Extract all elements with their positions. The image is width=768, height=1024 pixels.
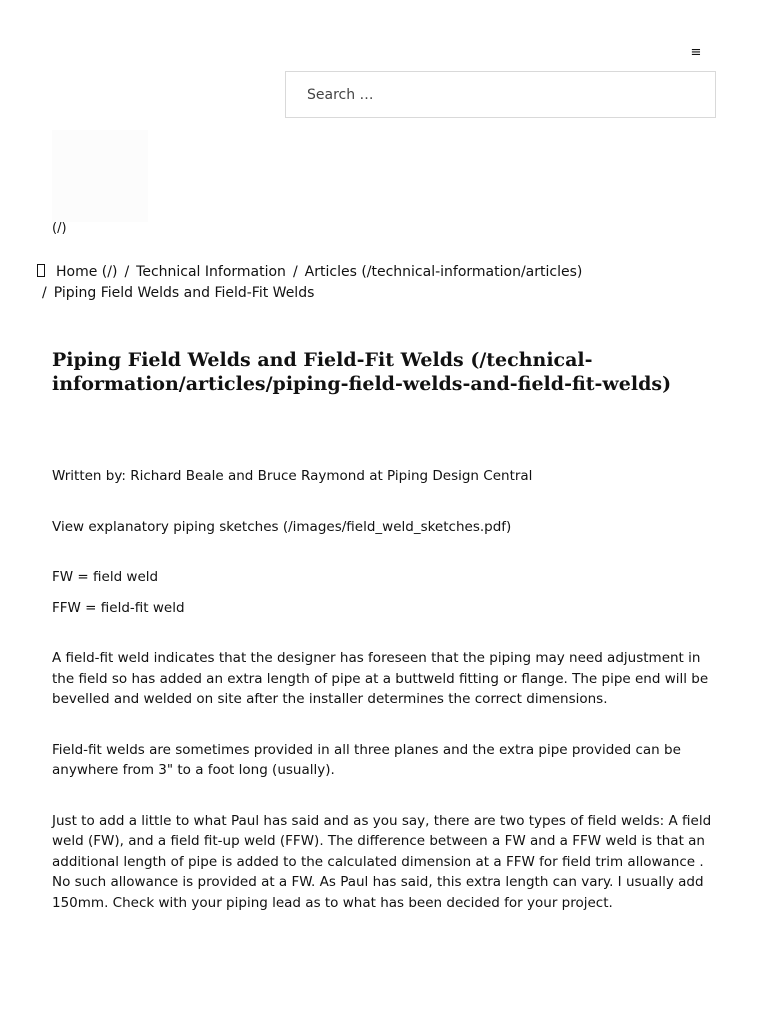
breadcrumb-separator: / bbox=[292, 264, 298, 280]
article-paragraph: Just to add a little to what Paul has said and as you say, there are two types of field welds: A field weld (FW), and a field fit-up weld (FFW). The difference between a FW and a FFW weld is that an additional length of pipe is added to the calculated dimension at a FFW for field trim allowance . No such allowance is provided at a FW. As Paul has said, this extra length can vary. I usually add 150mm. Check with your piping lead as to what has been decided for your project. bbox=[52, 812, 712, 911]
site-logo[interactable] bbox=[52, 130, 148, 222]
fw-definition: FW = field weld bbox=[52, 569, 159, 585]
article-paragraph: A field-fit weld indicates that the designer has foreseen that the piping may need adjustment in the field so has added an extra length of pipe at a buttweld fitting or flange. The pipe end will be bevelled and welded on site after the installer determines the correct dimensions. bbox=[52, 650, 709, 707]
search-input[interactable] bbox=[286, 72, 715, 117]
breadcrumb-separator: / bbox=[42, 285, 47, 301]
hamburger-menu-icon[interactable]: ≡ bbox=[690, 44, 702, 60]
breadcrumb-articles-link[interactable]: Articles (/technical-information/articles) bbox=[304, 264, 583, 280]
sketches-link[interactable]: View explanatory piping sketches (/images/field_weld_sketches.pdf) bbox=[52, 518, 512, 535]
search-box bbox=[285, 71, 716, 118]
logo-link[interactable]: (/) bbox=[52, 221, 67, 236]
breadcrumb-row bbox=[36, 283, 726, 304]
author-line: Written by: Richard Beale and Bruce Raymond at Piping Design Central bbox=[52, 468, 533, 484]
breadcrumb-row bbox=[36, 262, 726, 283]
page-title[interactable]: Piping Field Welds and Field-Fit Welds (/technical-information/articles/piping-field-welds-and-field-fit-welds) bbox=[52, 349, 672, 395]
article-paragraph: Field-fit welds are sometimes provided in all three planes and the extra pipe provided can be anywhere from 3" to a foot long (usually). bbox=[52, 741, 681, 778]
article-body bbox=[52, 466, 720, 913]
breadcrumb-separator: / bbox=[124, 264, 130, 280]
ffw-definition: FFW = field-fit weld bbox=[52, 599, 185, 616]
breadcrumb-current-page: Piping Field Welds and Field-Fit Welds bbox=[53, 285, 315, 301]
breadcrumb-home-link[interactable]: Home (/) bbox=[56, 264, 118, 280]
home-icon bbox=[37, 264, 45, 277]
breadcrumb-technical-information-link[interactable]: Technical Information bbox=[136, 264, 286, 280]
breadcrumb bbox=[36, 262, 726, 304]
